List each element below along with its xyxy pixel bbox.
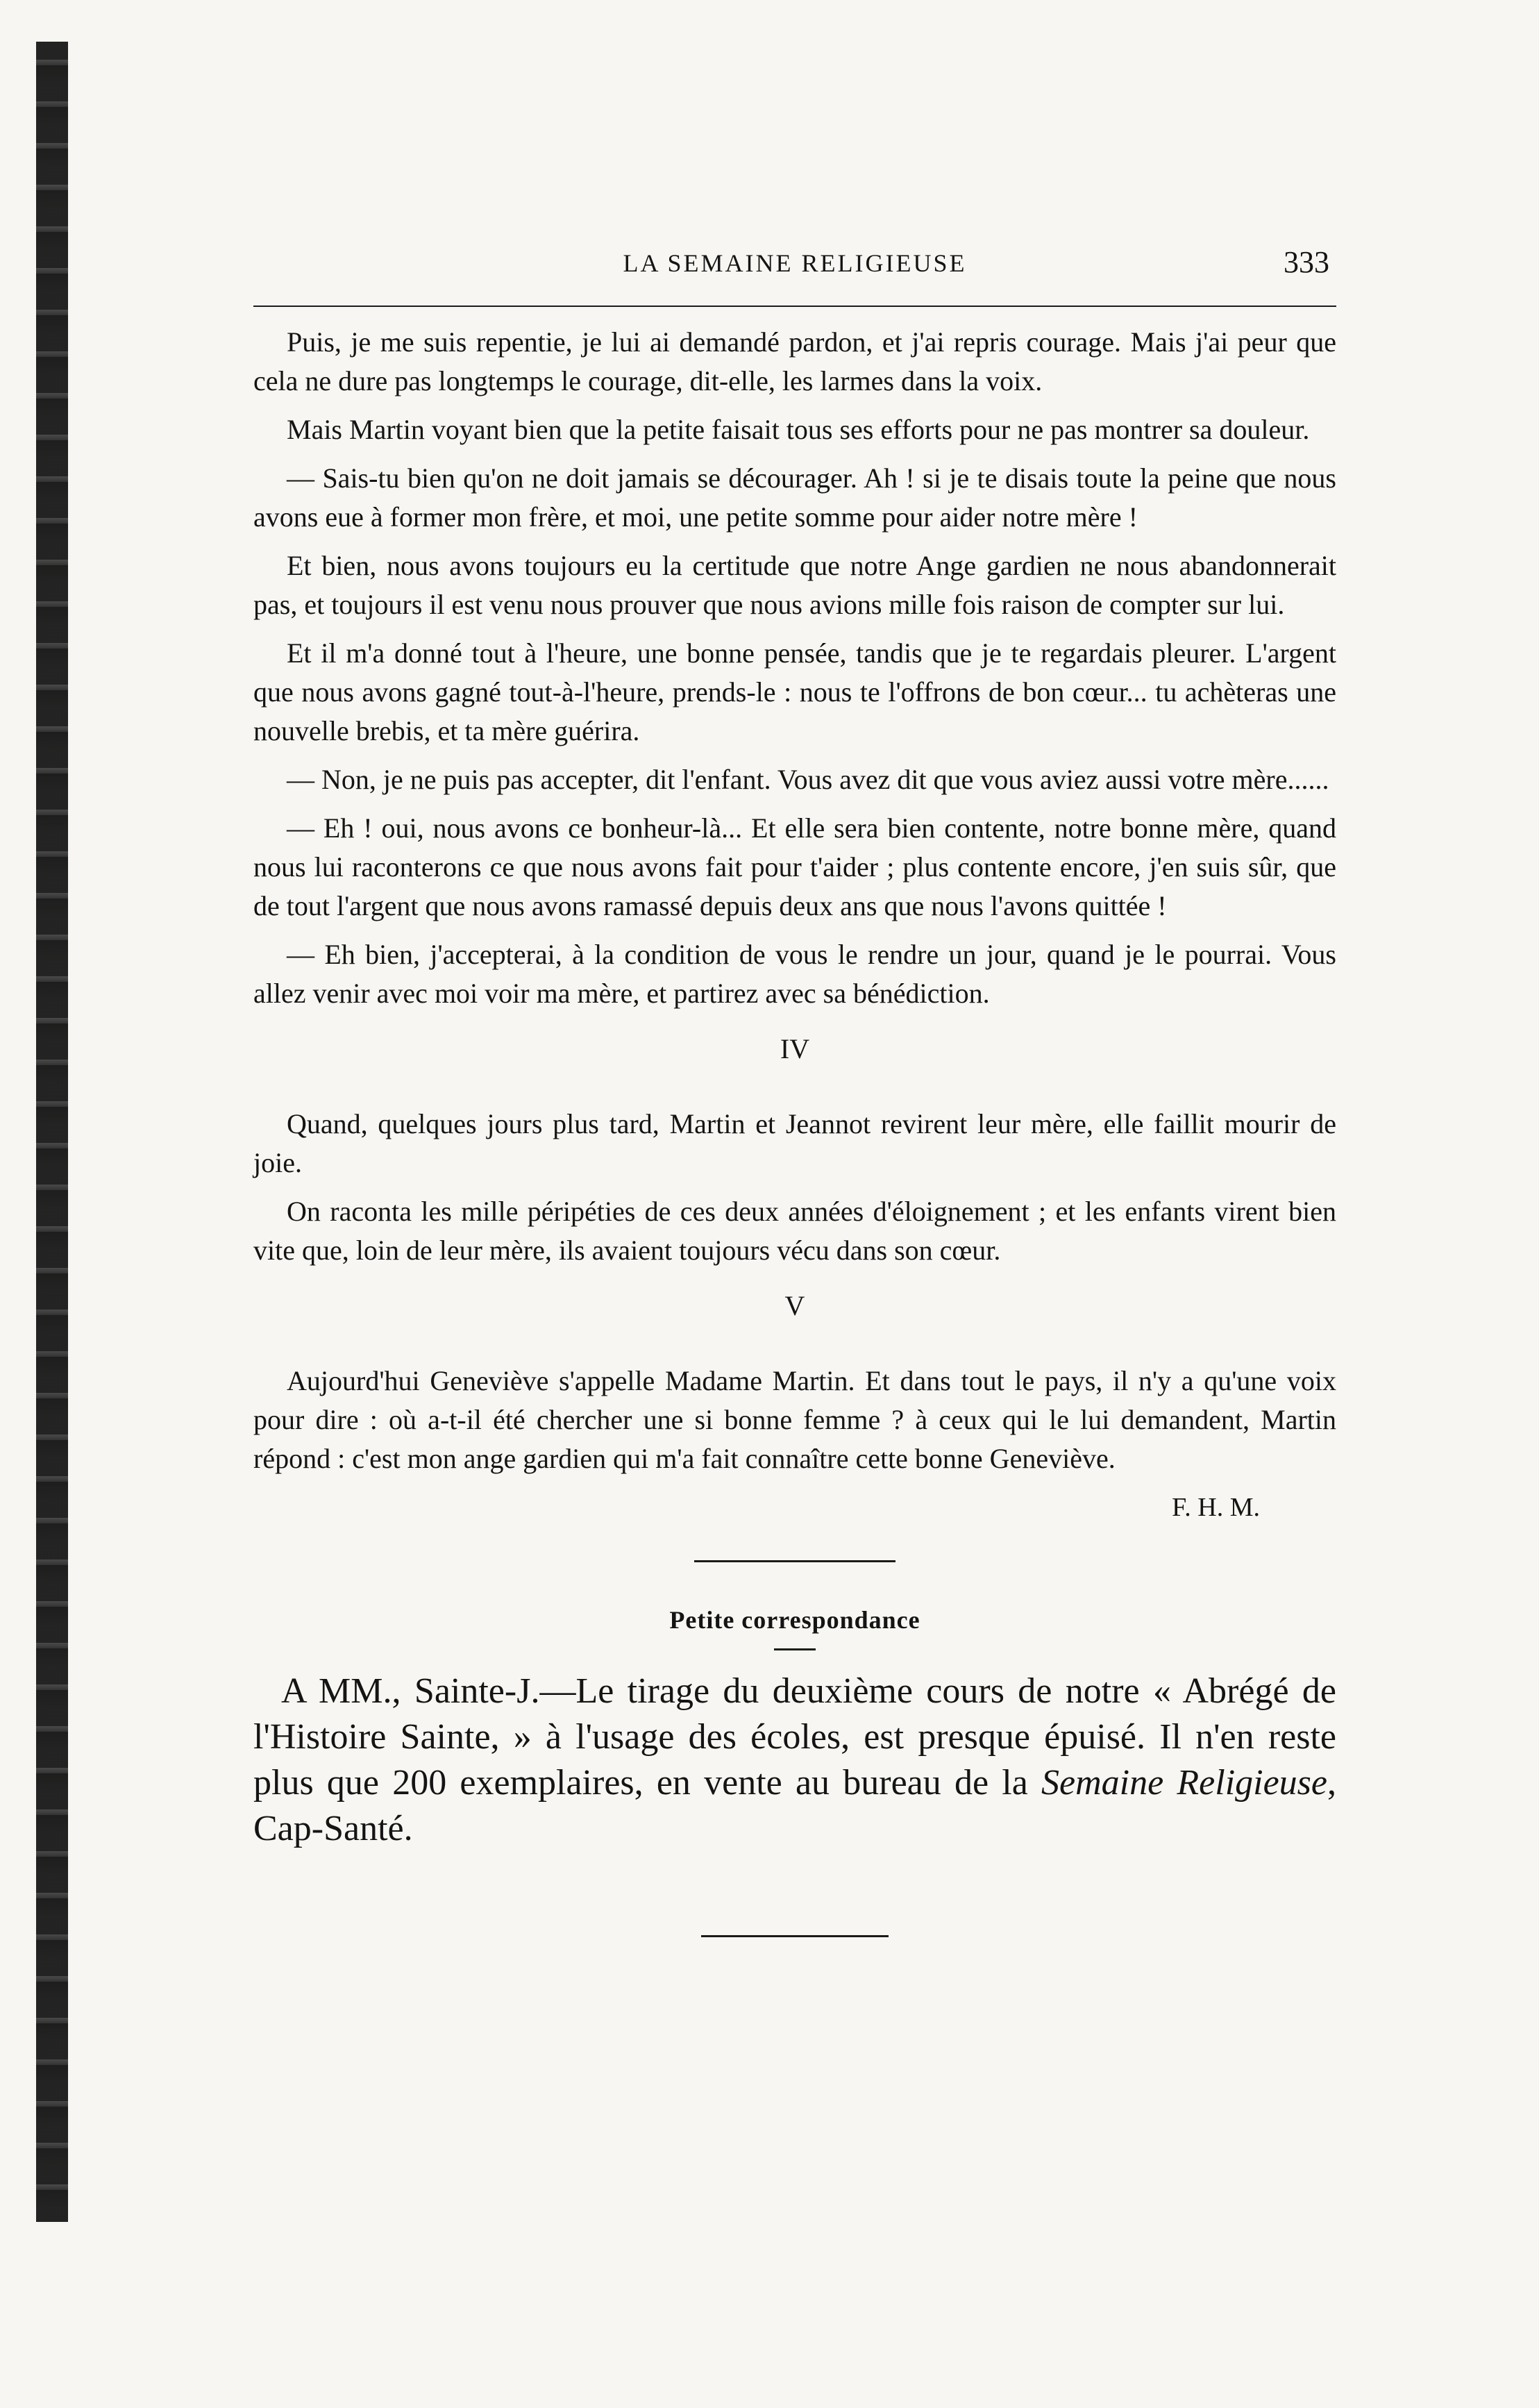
section-heading-iv: IV bbox=[780, 1033, 810, 1064]
heading-underline bbox=[774, 1648, 816, 1650]
paragraph: Mais Martin voyant bien que la petite faisait tous ses efforts pour ne pas montrer sa douleur. bbox=[287, 414, 1310, 445]
paragraph: Puis, je me suis repentie, je lui ai demandé pardon, et j'ai repris courage. Mais j'ai peur que cela ne dure pas longtemps le courage, dit-elle, les larmes dans la voix. bbox=[253, 326, 1336, 396]
correspondence-text-start: A MM., Sainte-J.—Le tirage du deuxième cours de notre « Abrégé de l'Histoire Sainte, » à l'usage des écoles, est presque épuisé. Il n'en reste plus que 200 exemplaires, en vente au bureau de la bbox=[253, 1671, 1336, 1803]
paragraph: — Eh bien, j'accepterai, à la condition de vous le rendre un jour, quand je le pourrai. Vous allez venir avec moi voir ma mère, et partirez avec sa bénédiction. bbox=[253, 939, 1336, 1009]
section-divider bbox=[694, 1560, 895, 1562]
paragraph: — Non, je ne puis pas accepter, dit l'enfant. Vous avez dit que vous aviez aussi votre mère...... bbox=[287, 764, 1329, 795]
correspondence-heading: Petite correspondance bbox=[669, 1606, 920, 1634]
paragraph: On raconta les mille péripéties de ces deux années d'éloignement ; et les enfants virent bien vite que, loin de leur mère, ils avaient toujours vécu dans son cœur. bbox=[253, 1196, 1336, 1266]
paragraph: Et il m'a donné tout à l'heure, une bonne pensée, tandis que je te regardais pleurer. L'argent que nous avons gagné tout-à-l'heure, prends-le : nous te l'offrons de bon cœur... tu achèteras une nouvelle brebis, et ta mère guérira. bbox=[253, 637, 1336, 746]
section-heading-v: V bbox=[784, 1290, 805, 1321]
header-rule bbox=[253, 306, 1336, 307]
scan-binding-edge bbox=[36, 42, 68, 2222]
running-title: LA SEMAINE RELIGIEUSE bbox=[623, 249, 967, 277]
correspondence-text-end: , Cap-Santé. bbox=[253, 1763, 1336, 1848]
page-number: 333 bbox=[1284, 245, 1329, 279]
correspondence-text bbox=[253, 1669, 1336, 1852]
running-header bbox=[253, 229, 1336, 285]
article-body bbox=[253, 323, 1336, 1527]
end-divider bbox=[701, 1935, 889, 1937]
paragraph: Aujourd'hui Geneviève s'appelle Madame Martin. Et dans tout le pays, il n'y a qu'une voix pour dire : où a-t-il été chercher une si bonne femme ? à ceux qui le lui demandent, Martin répond : c'est mon ange gardien qui m'a fait connaître cette bonne Geneviève. bbox=[253, 1365, 1336, 1474]
document-page bbox=[253, 229, 1336, 1937]
paragraph: — Sais-tu bien qu'on ne doit jamais se décourager. Ah ! si je te disais toute la peine que nous avons eue à former mon frère, et moi, une petite somme pour aider notre mère ! bbox=[253, 462, 1336, 533]
paragraph: — Eh ! oui, nous avons ce bonheur-là... Et elle sera bien contente, notre bonne mère, quand nous lui raconterons ce que nous avons fait pour t'aider ; plus contente encore, j'en suis sûr, que de tout l'argent que nous avons ramassé depuis deux ans que nous l'avons quittée ! bbox=[253, 812, 1336, 921]
author-signature: F. H. M. bbox=[1172, 1493, 1260, 1522]
paragraph: Et bien, nous avons toujours eu la certitude que notre Ange gardien ne nous abandonnerait pas, et toujours il est venu nous prouver que nous avions mille fois raison de compter sur lui. bbox=[253, 550, 1336, 620]
paragraph: Quand, quelques jours plus tard, Martin et Jeannot revirent leur mère, elle faillit mourir de joie. bbox=[253, 1108, 1336, 1178]
publication-title: Semaine Religieuse bbox=[1041, 1763, 1327, 1803]
